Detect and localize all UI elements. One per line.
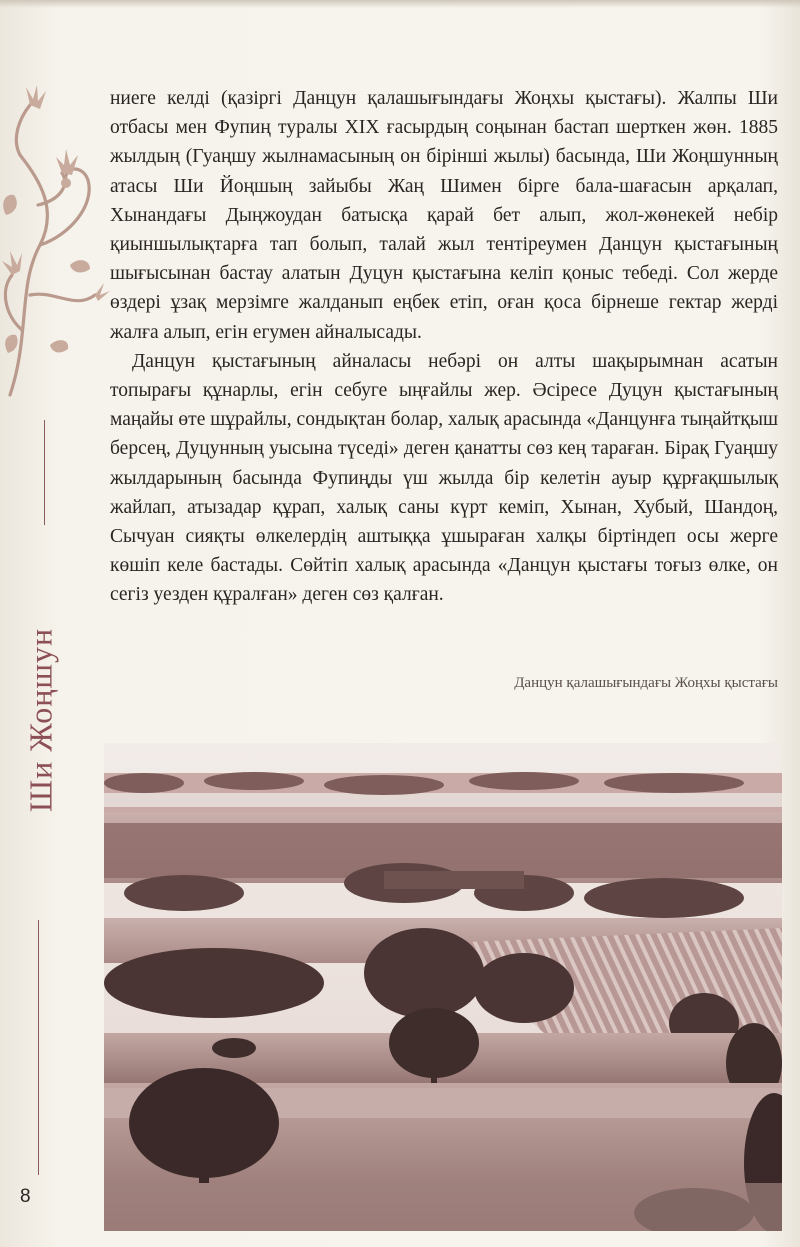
- vertical-rule-bottom: [38, 920, 39, 1175]
- page-number: 8: [20, 1186, 31, 1207]
- vertical-rule-top: [44, 420, 45, 525]
- paragraph-1: ниеге келді (қазіргі Данцун қалашығындағы Жоңхы қыстағы). Жалпы Ши отбасы мен Фупиң туралы XIX ғасырдың соңынан бастап шерткен жөн. 1885 жылдың (Гуаңшу жылнамасының он бірінші жылы) басында, Ши Жоңшунның атасы Ши Йоңшың зайыбы Жаң Шимен бірге бала-шағасын арқалап, Хынандағы Дыңжоудан батысқа қарай бет алып, жол-жөнекей небір қиыншылықтарға тап болып, талай жыл тентіреумен Данцун қыстағының шығысынан бастау алатын Дуцун қыстағына келіп қоныс тебеді. Сол жерде өздері ұзақ мерзімге жалданып еңбек етіп, оған қоса бірнеше гектар жерді жалға алып, егін егумен айналысады.: [110, 88, 778, 343]
- body-text: [110, 84, 778, 610]
- photo-caption: Данцун қалашығындағы Жоңхы қыстағы: [514, 675, 778, 691]
- floral-ornament-icon: [0, 85, 110, 405]
- paragraph-2: Данцун қыстағының айналасы небәрі он алты шақырымнан асатын топырағы құнарлы, егін себуге ыңғайлы жер. Әсіресе Дуцун қыстағының маңайы өте шұрайлы, сондықтан болар, халық арасында «Данцунға тыңайтқыш берсең, Дуцунның уысына түседі» деген қанатты сөз кең тараған. Бірақ Гуаңшу жылдарының басында Фупиңды үш жылда бір келетін ауыр құрғақшылық жайлап, атызадар құрап, халық саны күрт кеміп, Хынан, Хубый, Шандоң, Сычуан сияқты өлкелердің аштыққа ұшыраған халқы біртіндеп осы жерге көшіп келе бастады. Сөйтіп халық арасында «Данцун қыстағы тоғыз өлке, он сегіз уезден құралған» деген сөз қалған.: [110, 350, 778, 606]
- page-top-edge: [0, 0, 800, 8]
- landscape-photo: [104, 743, 782, 1231]
- running-title: Ши Жоңшун: [22, 627, 59, 813]
